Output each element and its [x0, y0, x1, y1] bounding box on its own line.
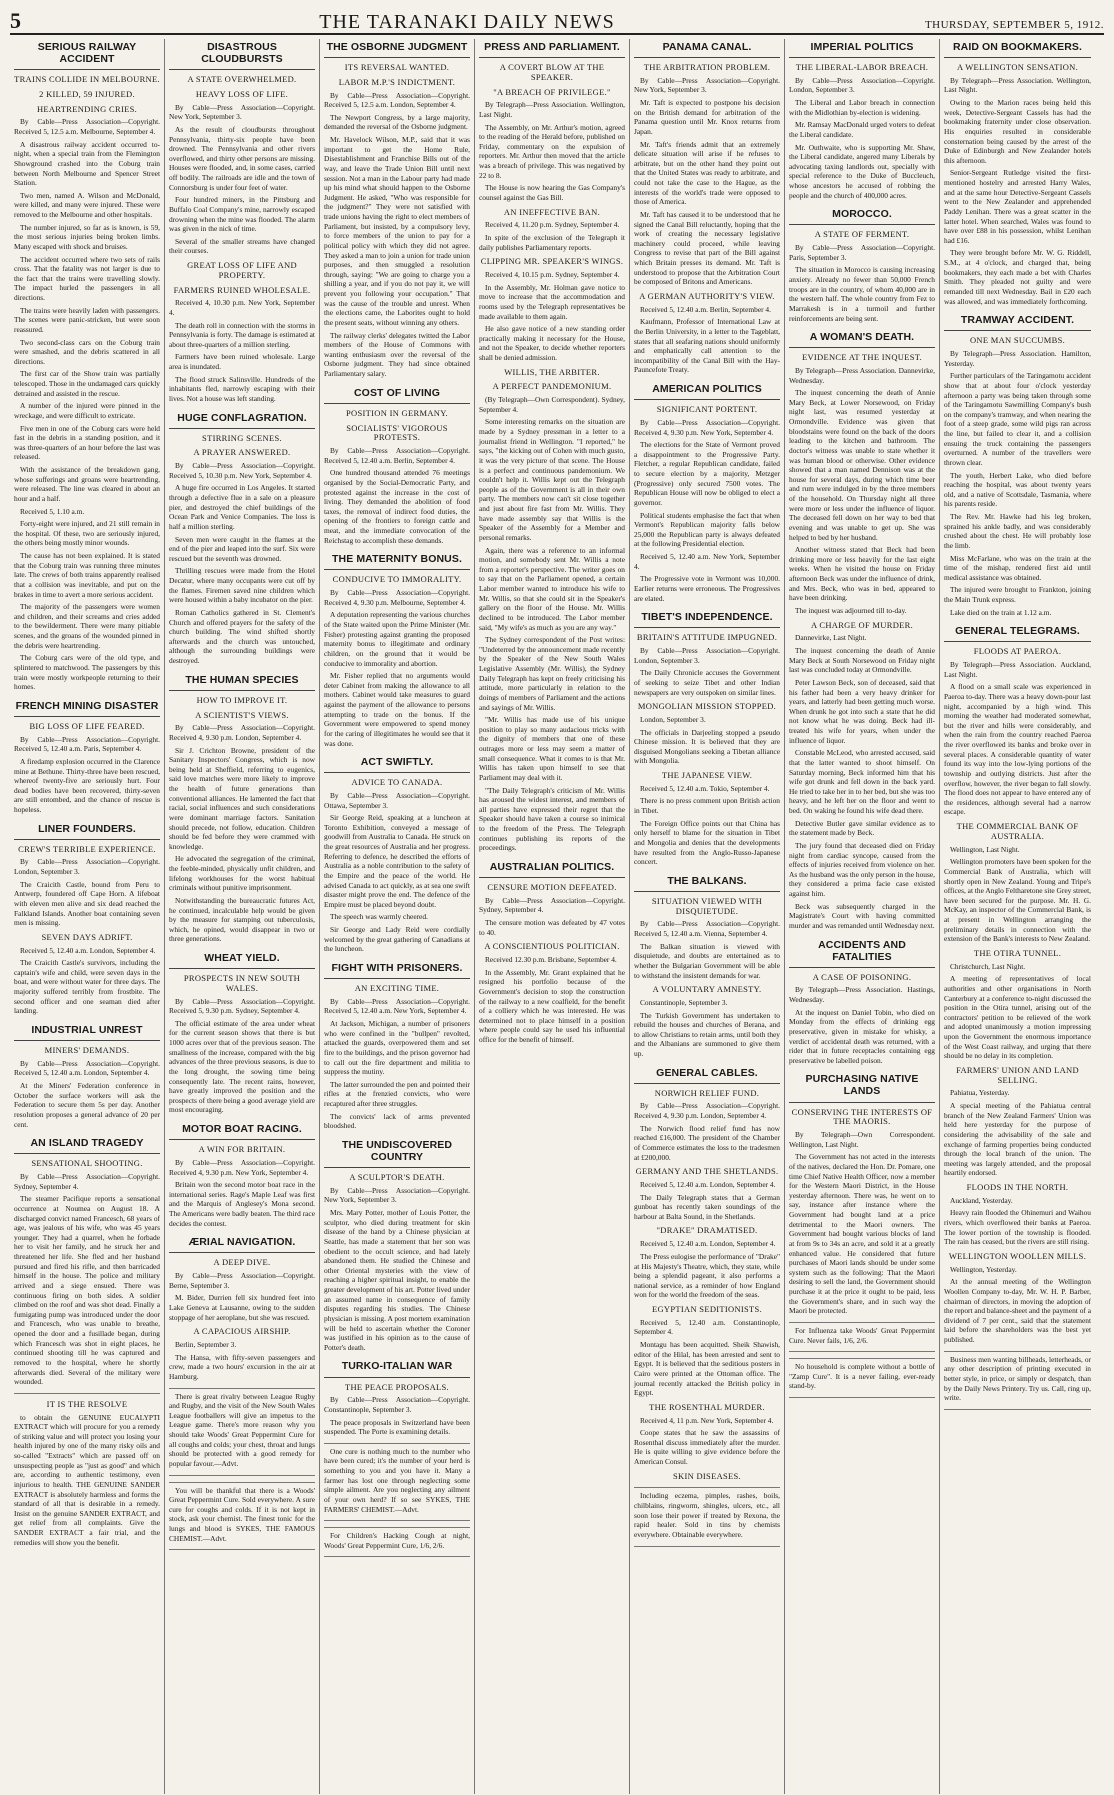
- article-paragraph: A special meeting of the Pahiatua central branch of the New Zealand Farmers' Union was held here yesterday for the purpose of considering the advisability of the sale and exchange of farming properties being conducted through the local branch of the union. The meeting was largely attended, and the proposal heartily endorsed.: [944, 1101, 1091, 1178]
- article-paragraph: A huge fire occurred in Los Angeles. It started through a defective flue in a sale on a pleasure pier, and destroyed the chief buildings of the Ocean Park and Venice Companies. The loss is half a million sterling.: [169, 483, 315, 531]
- article-paragraph: London, September 3.: [640, 714, 706, 724]
- article-subheading: GERMANY AND THE SHETLANDS.: [635, 1166, 779, 1177]
- article-paragraph: The Sydney correspondent of the Post writes: "Undeterred by the announcement made recently by the Speaker of the New South Wales Legislative Assembly (Mr. Willis), the Sydney Daily Telegraph has kept on freely criticising his attitude, more particularly in relation to the doings of members of Parliament and the actions and sayings of Mr. Willis.: [479, 635, 625, 712]
- article-paragraph: Owing to the Marion races being held this week, Detective-Sergeant Cassels has had the bookmaking fraternity under close observation. His enquiries resulted in considerable consternation being caused by the arrest of the Duke of Edinburgh and New Zealander hotels this afternoon.: [944, 98, 1091, 165]
- article-subheading: EVIDENCE AT THE INQUEST.: [801, 352, 923, 363]
- article-subheading: EGYPTIAN SEDITIONISTS.: [651, 1304, 762, 1314]
- article-subheading: CENSURE MOTION DEFEATED.: [487, 881, 617, 892]
- article-paragraph: By Cable—Press Association—Copyright. New York, September 3.: [169, 102, 315, 122]
- article-paragraph: By Cable—Press Association—Copyright. Received 5, 12.40 a.m. New York, September 4.: [324, 996, 470, 1016]
- article-paragraph: A flood on a small scale was experienced in Paeroa to-day. There was a heavy down-pour last night, accompanied by a high wind. This morning the weather had moderated somewhat, but the river and hills were considerably, and when the rain from the country reached Paeroa the river overflowed its banks and broke over in several places. A considerable quantity of water found its way into the low-lying portions of the township and outlying districts. Just after the overflow, however, the river began to fall slowly. The flood does not appear to have entered any of the residences, although several had a narrow escape.: [944, 682, 1091, 817]
- article-subheading: THE PEACE PROPOSALS.: [344, 1381, 449, 1392]
- article-paragraph: The Balkan situation is viewed with disquietude, and doubts are entertained as to whether the Bulgarian Government will be able to withstand the insistent demands for war.: [634, 941, 780, 980]
- article-paragraph: Christchurch, Last Night.: [950, 961, 1026, 971]
- article-paragraph: Sir J. Crichton Browne, president of the Sanitary Inspectors' Congress, which is now being held at Sheffield, referring to eugenics, said love matches were more likely to improve the health of future generations than conventional alliances. He lamented the fact that racial, social influences and such considerations were dominant marriage factors. Sanitation should precede, not follow, education. Children should be fed before they were crammed with knowledge.: [169, 745, 315, 851]
- article-paragraph: Received 5, 12.40 a.m. Constantinople, September 4.: [634, 1317, 780, 1337]
- article-paragraph: The Press eulogise the performance of "Drake" at His Majesty's Theatre, which, they state, while being a splendid pageant, it also performs a national service, as a reminder of how England won for the world the freedom of the seas.: [634, 1251, 780, 1300]
- article-paragraph: By Telegraph—Press Association. Dannevirke, Wednesday.: [789, 365, 935, 385]
- article-paragraph: Mr. Ramsay MacDonald urged voters to defeat the Liberal candidate.: [789, 120, 935, 139]
- article-paragraph: There is no press comment upon British action in Tibet.: [634, 796, 780, 816]
- advertisement-text: No household is complete without a bottle of "Zamp Cure". It is a never failing, ever-ready stand-by.: [789, 1362, 935, 1391]
- article-paragraph: The inquest was adjourned till to-day.: [795, 605, 907, 615]
- article-paragraph: Again, there was a reference to an informal motion, and somebody sent Mr. Willis a note from a reporter's perspective. The writer goes on to say that on the Parliament opened, a certain Labor member wanted to introduce his wife to Mr. Willis, so that she could sit in the Speaker's gallery on the floor of the House. Mr. Willis declined to be introduced. The Labor member said, "My wife's as much as you are any way.": [479, 545, 625, 632]
- article-paragraph: The trains were heavily laden with passengers. The scenes were panic-stricken, but were soon reassured.: [14, 305, 160, 334]
- article-subheading: CLIPPING MR. SPEAKER'S WINGS.: [480, 256, 624, 267]
- article-paragraph: Forty-eight were injured, and 21 still remain in the hospital. Of these, two are seriously injured, the others being mostly minor wounds.: [14, 519, 160, 548]
- article-paragraph: The Coburg cars were of the old type, and splintered to matchwood. The passengers by this train were mostly workpeople returning to their homes.: [14, 653, 160, 692]
- article-headline: SERIOUS RAILWAY ACCIDENT: [14, 41, 160, 70]
- article-subheading: A WELLINGTON SENSATION.: [956, 62, 1079, 73]
- advertisement: [634, 1487, 780, 1546]
- article-subheading: WILLIS, THE ARBITER.: [504, 366, 600, 377]
- article-headline: PANAMA CANAL.: [634, 41, 780, 58]
- article-subheading: A CAPACIOUS AIRSHIP.: [193, 1326, 291, 1337]
- advertisement-text: For Children's Hacking Cough at night, Woods' Great Peppermint Cure, 1/6, 2/6.: [324, 1531, 470, 1550]
- article-paragraph: Sir George Reid, speaking at a luncheon at Toronto Exhibition, conveyed a message of goodwill from Australia to Canada. He struck on the great resources of Australia and her progress. Referring to defence, he described the efforts of Australia as a noble contribution to the safety of the Empire and the peace of the world. He advised Canada to act quickly, as at sea one swift disaster might prove the end. The defence of the Empire must be placed beyond doubt.: [324, 813, 470, 909]
- article-paragraph: As the result of cloudbursts throughout Pennsylvania, thirty-six people have been drowned. The Pennsylvania and other rivers overflowed, and thirty other persons are missing. Houses were flooded, and, in some cases, carried off bodily. The railroads are idle and the town of Connorsburg is under four feet of water.: [169, 124, 315, 192]
- article-subheading: THE OTIRA TUNNEL.: [973, 947, 1062, 958]
- article-paragraph: Received 5, 12.40 a.m. Tokio, September 4.: [640, 783, 770, 793]
- article-paragraph: At the inquest on Daniel Tobin, who died on Monday from the effects of drinking egg preservative, given in mistake for whisky, a verdict of accidental death was returned, with a rider that in future receptacles containing egg preservative be labelled poison.: [789, 1007, 935, 1065]
- article-paragraph: By Telegraph—Press Association. Wellington, Last Night.: [479, 100, 625, 119]
- article-paragraph: "Mr. Willis has made use of his unique position to play so many audacious tricks with the dignity of members that one of these outrages more or less may seem a matter of small consequence. What it comes to is that Mr. Willis has taken upon himself to see that Parliament may deal with it.: [479, 715, 625, 782]
- article-paragraph: Received 5, 12.40 a.m. London, September 4.: [640, 1239, 776, 1249]
- article-subheading: A COVERT BLOW AT THE SPEAKER.: [499, 62, 605, 82]
- article-paragraph: The Daily Telegraph states that a German gunboat has recently taken soundings of the harbour at Balta Sound, in the Shetlands.: [634, 1192, 780, 1221]
- article-subheading: THE JAPANESE VIEW.: [661, 770, 753, 781]
- article-subheading: A CASE OF POISONING.: [812, 971, 912, 982]
- article-subheading: PROSPECTS IN NEW SOUTH WALES.: [183, 973, 301, 993]
- article-paragraph: Five men in one of the Coburg cars were held fast in the debris in a standing position, and it was three-quarters of an hour before the last was released.: [14, 423, 160, 462]
- article-subheading: ONE MAN SUCCUMBS.: [969, 335, 1066, 346]
- article-paragraph: By Cable—Press Association—Copyright. London, September 3.: [634, 646, 780, 665]
- article-paragraph: Received 4, 11.20 p.m. Sydney, September 4.: [485, 220, 620, 230]
- article-subheading: MONGOLIAN MISSION STOPPED.: [637, 701, 777, 712]
- article-subheading: A SCULPTOR'S DEATH.: [349, 1172, 445, 1183]
- article-headline: PURCHASING NATIVE LANDS: [789, 1073, 935, 1102]
- article-paragraph: Beck was subsequently charged in the Magistrate's Court with having committed murder and was remanded until Wednesday next.: [789, 901, 935, 930]
- article-paragraph: A number of the injured were pinned in the wreckage, and were difficult to extricate.: [14, 401, 160, 420]
- article-paragraph: Wellington, Last Night.: [950, 844, 1020, 854]
- article-headline: TRAMWAY ACCIDENT.: [944, 314, 1091, 331]
- article-headline: ACCIDENTS AND FATALITIES: [789, 939, 935, 968]
- article-paragraph: The Norwich flood relief fund has now reached £16,000. The president of the Chamber of Commerce estimates the loss to the tradesmen at £200,000.: [634, 1123, 780, 1162]
- article-subheading: GREAT LOSS OF LIFE AND PROPERTY.: [187, 260, 297, 280]
- article-paragraph: In the Assembly, Mr. Holman gave notice to move to increase that the accommodation and rooms used by the Telegraph representatives be made available to them again.: [479, 282, 625, 321]
- article-paragraph: By Cable—Press Association—Copyright. Received 4, 9.30 p.m. London, September 4.: [169, 723, 315, 742]
- article-headline: AMERICAN POLITICS: [634, 383, 780, 400]
- article-paragraph: Mr. Taft is expected to postpone his decision on the British demand for arbitration of the Panama question until Mr. Knox returns from Japan.: [634, 98, 780, 136]
- advertisement-text: One cure is nothing much to the number who have been cured; it's the number of your herd is something to you and you have it. Many a farmer has lost one through neglecting some simple ailment. Are you neglecting any ailment of your own herd? If so see SYKES, THE FARMERS' CHEMIST.—Advt.: [324, 1446, 470, 1514]
- article-paragraph: In spite of the exclusion of the Telegraph it daily publishes Parliamentary reports.: [479, 233, 625, 252]
- article-paragraph: At the Miners' Federation conference in October the surface workers will ask the Federation to secure them 5s per day. Another resolution proposes a general advance of 20 per cent.: [14, 1081, 160, 1129]
- article-paragraph: The majority of the passengers were women and children, and their screams and cries added to the bewilderment. There were many pitiable scenes, and the groans of the wounded pinned in the debris were heartrending.: [14, 602, 160, 650]
- article-subheading: A SCIENTIST'S VIEWS.: [195, 709, 289, 720]
- column-1: [10, 39, 165, 1794]
- article-paragraph: By Cable—Press Association—Copyright. Received 5, 12.40 a.m. Paris, September 4.: [14, 734, 160, 754]
- article-paragraph: Lake died on the train at 1.12 a.m.: [950, 607, 1052, 617]
- article-subheading: SKIN DISEASES.: [673, 1470, 741, 1481]
- article-subheading: SOCIALISTS' VIGOROUS PROTESTS.: [346, 422, 448, 443]
- article-subheading: TRAINS COLLIDE IN MELBOURNE.: [14, 74, 160, 85]
- article-paragraph: The Turkish Government has undertaken to rebuild the houses and churches of Berana, and to allow Christians to retain arms, until both they and the Albanians are summoned to give them up.: [634, 1010, 780, 1059]
- article-paragraph: The Craicith Castle's survivors, including the captain's wife and child, were seven days in the boat, and were without water for three days. The majority suffered terribly from frostbite. The second officer and one seaman died after landing.: [14, 958, 160, 1016]
- article-subheading: A VOLUNTARY AMNESTY.: [652, 984, 762, 995]
- article-paragraph: "The Daily Telegraph's criticism of Mr. Willis has aroused the widest interest, and members of all parties have expressed their regret that the Speaker should have taken a course so inimical to the freedom of the Press. The Telegraph continues publishing its reports of the proceedings.: [479, 785, 625, 853]
- article-paragraph: Miss McFarlane, who was on the train at the time of the mishap, rendered first aid until medical assistance was obtained.: [944, 553, 1091, 582]
- article-subheading: CREW'S TERRIBLE EXPERIENCE.: [18, 843, 156, 854]
- article-paragraph: The Rev. Mr. Hawke had his leg broken, sprained his ankle badly, and was considerably crushed about the chest. He will probably lose the limb.: [944, 512, 1091, 550]
- article-headline: GENERAL CABLES.: [634, 1067, 780, 1084]
- article-paragraph: The House is now hearing the Gas Company's counsel against the Gas Bill.: [479, 183, 625, 202]
- article-paragraph: He also gave notice of a new standing order practically making it necessary for the House, and not the Speaker, to decide whether reporters shall be denied admission.: [479, 324, 625, 363]
- article-headline: DISASTROUS CLOUDBURSTS: [169, 41, 315, 70]
- advertisement-text: You will be thankful that there is a Woods' Great Peppermint Cure. Sold everywhere. A sure cure for coughs and colds. If it is not kept in stock, ask your chemist. The finest tonic for the lungs and blood is SYKES, THE FAMOUS CHEMIST.—Advt.: [169, 1485, 315, 1543]
- article-subheading: FARMERS RUINED WHOLESALE.: [173, 284, 311, 295]
- article-subheading: A GERMAN AUTHORITY'S VIEW.: [639, 290, 775, 301]
- article-subheading: POSITION IN GERMANY.: [346, 407, 448, 418]
- article-paragraph: Mrs. Mary Potter, mother of Louis Potter, the sculptor, who died during treatment for skin disease of the hand by a Chinese physician at Seattle, has made a statement that her son was obedient to the occult science, and had lately abandoned them. He studied the Chinese and other Oriental mysteries with the view of reaching a higher spiritual insight, to enable the greater development of his art. Potter lived under an assumed name in consequence of family disputes regarding his studies. The Chinese physician is missing. A post mortem examination will be held to ascertain whether the Coroner was justified in his opinion as to the cause of Potter's death.: [324, 1208, 470, 1352]
- article-paragraph: By Cable—Press Association—Copyright. Received 5, 12.5 a.m. Melbourne, September 4.: [14, 117, 160, 137]
- article-paragraph: The Liberal and Labor breach in connection with the Midlothian by-election is widening.: [789, 98, 935, 117]
- article-subheading: SEVEN DAYS ADRIFT.: [41, 931, 133, 942]
- article-subheading: ADVICE TO CANADA.: [351, 777, 443, 788]
- article-paragraph: By Cable—Press Association—Copyright. Received 5, 12.40 a.m. Vienna, September 4.: [634, 919, 780, 938]
- article-paragraph: Berlin, September 3.: [175, 1340, 237, 1350]
- article-paragraph: A deputation representing the various churches of the State waited upon the Prime Minister (Mr. Fisher) protesting against granting the proposed maternity bonus to illegitimate and ordinary children, on the ground that it would be conducive to immorality and abortion.: [324, 610, 470, 668]
- article-headline: INDUSTRIAL UNREST: [14, 1024, 160, 1041]
- article-headline: GENERAL TELEGRAMS.: [944, 625, 1091, 642]
- article-headline: IMPERIAL POLITICS: [789, 41, 935, 58]
- article-subheading: THE ARBITRATION PROBLEM.: [643, 62, 771, 73]
- article-paragraph: By Cable—Press Association—Copyright. Received 4, 9.30 p.m. London, September 4.: [634, 1101, 780, 1121]
- article-paragraph: A disastrous railway accident occurred to-night, when a special train from the Flemington Showground crashed into the Coburg train between North Melbourne and Spencer Street Station.: [14, 139, 160, 188]
- article-paragraph: Several of the smaller streams have changed their courses.: [169, 236, 315, 256]
- article-subheading: BIG LOSS OF LIFE FEARED.: [29, 720, 145, 731]
- article-subheading: THE ROSENTHAL MURDER.: [649, 1401, 765, 1412]
- article-paragraph: Two men, named A. Wilson and McDonald, were killed, and many were injured. These were removed to the Melbourne and other hospitals.: [14, 190, 160, 220]
- article-paragraph: The peace proposals in Switzerland have been suspended. The Porte is examining details.: [324, 1417, 470, 1437]
- article-subheading: NORWICH RELIEF FUND.: [654, 1087, 760, 1098]
- article-paragraph: Detective Butler gave similar evidence as to the statement made by Beck.: [789, 818, 935, 838]
- article-paragraph: The Daily Chronicle accuses the Government of seeking to seize Tibet and other Indian newspapers are very outspoken on similar lines.: [634, 668, 780, 697]
- article-paragraph: Constable McLeod, who arrested accused, said that the latter wanted to shoot himself. On Saturday morning, Beck informed him that his wife got drunk and fell down in the back yard. He tried to take her in to her bed, but she was too heavy, and he left her on the floor and went to bed. On waking he found his wife dead there.: [789, 748, 935, 815]
- article-paragraph: The first car of the Show train was partially telescoped. Those in the undamaged cars quickly detrained and assisted in the rescue.: [14, 369, 160, 398]
- article-subheading: BRITAIN'S ATTITUDE IMPUGNED.: [636, 632, 778, 643]
- paper-title: THE TARANAKI DAILY NEWS: [319, 11, 615, 33]
- article-headline: TURKO-ITALIAN WAR: [324, 1360, 470, 1377]
- article-paragraph: By Cable—Press Association—Copyright. Received 4, 9.30 p.m. Melbourne, September 4.: [324, 588, 470, 607]
- article-subheading: "A BREACH OF PRIVILEGE.": [493, 86, 611, 97]
- article-paragraph: By Cable—Press Association—Copyright. Received 5, 10.30 p.m. New York, September 4.: [169, 461, 315, 480]
- article-subheading: A CHARGE OF MURDER.: [810, 619, 914, 630]
- article-paragraph: The latter surrounded the pen and pointed their rifles at the frenzied convicts, who were recaptured after three struggles.: [324, 1079, 470, 1109]
- article-paragraph: Sir George and Lady Reid were cordially welcomed by the great gathering of Canadians at the luncheon.: [324, 925, 470, 954]
- advertisement: [324, 1527, 470, 1557]
- advertisement-text: Business men wanting billheads, letterheads, or any other description of printing executed in better style, in price, or simply or despatch, than by the Daily News Printery. Try us. Call, ring up, write.: [944, 1354, 1091, 1403]
- article-paragraph: By Cable—Press Association—Copyright. Berne, September 3.: [169, 1271, 315, 1290]
- article-paragraph: The Government has not acted in the interests of the natives, declared the Hon. Dr. Pomare, one time Chief Native Health Officer, now a member for the Western Maori District, in the House yesterday afternoon. There was, he went on to say, instance after instance where the Government had bought land at a price detrimental to the Maori owners. The Government had bought various blocks of land at from 9s to 34s an acre, and sold it at a greatly enhanced value. He considered that future purchases of Maori lands should be under some system such as the following: That the Maori desiring to sell the land, the Government should purchase it at the price it ought to be paid, less the Government's share, and in such way the Maori be protected.: [789, 1152, 935, 1316]
- article-paragraph: Further particulars of the Taringamotu accident show that at about four o'clock yesterday afternoon a party was being taken through some of the Taringamotu Sawmilling Company's bush on the company's tramway, and when nearing the foot of a steep grade, some wild pigs ran across the line, but failed to clear it, and a collision ensuing the truck containing the passengers overturned. A number of the travellers were thrown clear.: [944, 371, 1091, 467]
- column-5: [630, 39, 785, 1794]
- article-paragraph: Received 5, 12.40 a.m. London, September 4.: [640, 1179, 776, 1189]
- article-paragraph: Thrilling rescues were made from the Hotel Decatur, where many occupants were cut off by the flames. Firemen saved nine children which were housed within a baby incubator on the pier.: [169, 566, 315, 605]
- article-headline: AUSTRALIAN POLITICS.: [479, 861, 625, 878]
- article-headline: THE OSBORNE JUDGMENT: [324, 41, 470, 58]
- article-subheading: CONDUCIVE TO IMMORALITY.: [332, 574, 462, 585]
- article-subheading: FARMERS' UNION AND LAND SELLING.: [956, 1064, 1079, 1085]
- advertisement: [789, 1358, 935, 1398]
- article-paragraph: By Cable—Press Association—Copyright. Received 5, 9.30 p.m. Sydney, September 4.: [169, 996, 315, 1016]
- article-paragraph: The inquest concerning the death of Annie Mary Beck at South Norsewood on Friday night last was concluded today at Ormondville.: [789, 646, 935, 675]
- article-paragraph: Constantinople, September 3.: [640, 997, 728, 1007]
- article-paragraph: By Telegraph—Press Association. Auckland, Last Night.: [944, 660, 1091, 679]
- article-subheading: A PRAYER ANSWERED.: [193, 447, 291, 458]
- article-paragraph: One hundred thousand attended 76 meetings organised by the Social-Democratic Party, and protested against the increase in the cost of living. They demanded the abolition of food taxes, the removal of indirect food duties, the opening of the frontiers to foreign cattle and meat, and the immediate convocation of the Reichstag to accomplish these demands.: [324, 468, 470, 545]
- article-paragraph: Auckland, Yesterday.: [950, 1195, 1013, 1205]
- article-paragraph: The official estimate of the area under wheat for the current season shows that there is but 1000 acres over that of the previous season. The smallness of the increase, compared with the big advances of the three previous seasons, is due to the long drought, the sowing time being consequently late. The recent rains, however, have greatly improved the position and the prospects of there being a good average yield are most encouraging.: [169, 1018, 315, 1115]
- article-paragraph: By Telegraph—Own Correspondent. Wellington, Last Night.: [789, 1130, 935, 1149]
- article-subheading: AN INEFFECTIVE BAN.: [503, 206, 601, 217]
- article-subheading: A PERFECT PANDEMONIUM.: [492, 381, 612, 392]
- article-paragraph: Notwithstanding the bureaucratic futures Act, he continued, incalculable help would be given by the measure for stamping out tuberculosis, which, he opined, would disappear in two or three generations.: [169, 895, 315, 944]
- article-paragraph: The Assembly, on Mr. Arthur's motion, agreed to the reading of the Herald before, published on Friday, commentary on the expulsion of reporters. Mr. Arthur then moved that the article was a breach of privilege. This was negatived by 22 to 8.: [479, 122, 625, 180]
- article-paragraph: Received 4, 11 p.m. New York, September 4.: [640, 1415, 774, 1425]
- issue-date: THURSDAY, SEPTEMBER 5, 1912.: [924, 19, 1104, 31]
- article-paragraph: Received 5, 1.10 a.m.: [20, 506, 85, 516]
- article-paragraph: The elections for the State of Vermont proved a disappointment to the Progressive Party. Fletcher, a regular Republican candidate, failed to secure election by a majority, Metzger (Progressive) only secured 7500 votes. The Republican House will now be obliged to elect a governor.: [634, 440, 780, 507]
- article-paragraph: The railway clerks' delegates twitted the Labor members of the House of Commons with wanting enthusiasm over the reversal of the Osborne judgment. They had since obtained Parliamentary salary.: [324, 330, 470, 379]
- column-7: [940, 39, 1095, 1794]
- article-paragraph: Coope states that he saw the assassins of Rosenthal discuss immediately after the murder. He is quite willing to give evidence before the American Consul.: [634, 1428, 780, 1467]
- column-6: [785, 39, 940, 1794]
- article-headline: THE BALKANS.: [634, 875, 780, 892]
- article-paragraph: Received 5, 12.40 a.m. London, September 4.: [20, 945, 156, 955]
- article-subheading: THE LIBERAL-LABOR BREACH.: [795, 62, 929, 73]
- article-headline: ÆRIAL NAVIGATION.: [169, 1236, 315, 1253]
- article-paragraph: By Cable—Press Association—Copyright. Constantinople, September 3.: [324, 1395, 470, 1414]
- article-subheading: LABOR M.P.'S INDICTMENT.: [338, 76, 456, 87]
- article-paragraph: Wellington promoters have been spoken for the Commercial Bank of Australia, which will shortly open in New Zealand. Young and Tripe's offices, at the Anglo Feltharetone site Grey street, have been secured for the purpose. Mr. H. G. McKay, an inspector of the Commercial Bank, is at present in Wellington arranging the preliminary details in connection with the extension of the Bank's interests to New Zealand.: [944, 857, 1092, 944]
- article-headline: LINER FOUNDERS.: [14, 823, 160, 840]
- article-paragraph: The steamer Pacifique reports a sensational occurrence at Noumea on August 18. A discharged convict named Francesch, 68 years of age, was jealous of his wife, who was 45 years younger. They had a quarrel, when he forbade her to visit her family, and he struck her and threatened her life. She fled and her husband pursued and fired his rifle, and then barricaded himself in the house. The police and military arrived and a siege ensued. There was continuous firing on both sides. A soldier climbed on the roof and was shot dead. Finally a fumigating pump was introduced under the door and Francesch, who was unable to breathe, opened the door and a fusillade began, during which Francesch was shot in eight places, he continued shooting till he was captured and removed to the hospital, where he shortly afterwards died. Several of the military were wounded.: [14, 1194, 160, 1387]
- article-paragraph: Seven men were caught in the flames at the end of the pier and leaped into the surf. Six were rescued but the seventh was drowned.: [169, 534, 315, 563]
- advertisement-text: For Influenza take Woods' Great Peppermint Cure. Never fails, 1/6, 2/6.: [789, 1325, 935, 1345]
- article-headline: AN ISLAND TRAGEDY: [14, 1137, 160, 1154]
- article-paragraph: (By Telegraph—Own Correspondent). Sydney, September 4.: [479, 395, 625, 414]
- article-headline: ACT SWIFTLY.: [324, 756, 470, 773]
- article-paragraph: Mr. Taft has caused it to be understood that he signed the Canal Bill reluctantly, hoping that the work of creating the necessary legislative machinery could proceed, while leaving Congress to revise that part of the Bill against which Britain presses its demand. Mr. Taft is understood to propose that the Arbitration Court be composed of Britons and Americans.: [634, 209, 780, 287]
- article-paragraph: Two second-class cars on the Coburg train were smashed, and the debris scattered in all directions.: [14, 337, 160, 366]
- article-paragraph: The situation in Morocco is causing increasing anxiety. Already no fewer than 50,000 French troops are in the country, of whom 40,000 are in the western half. The whole country from Fez to Marrakesh is in a turmoil and further reinforcements are being sent.: [789, 265, 935, 323]
- advertisement: [944, 1351, 1091, 1410]
- article-paragraph: In the Assembly, Mr. Grant explained that he resigned his portfolio because of the Government's decision to stop the construction of the railway to a new coalfield, for the benefit of a colliery which he was interested. He was determined not to place himself in a position where people could say he used his influential office for the benefit of himself.: [479, 967, 625, 1045]
- article-paragraph: By Cable—Press Association—Copyright. London, September 3.: [14, 857, 160, 877]
- article-subheading: 2 KILLED, 59 INJURED.: [39, 88, 135, 99]
- article-paragraph: Montagu has been acquitted. Sheik Shawish, editor of the Hilal, has been arrested and sent to Egypt. It is believed that the seditious posters in Cairo were printed at the Ottoman office. The journal recently attacked the British policy in Egypt.: [634, 1340, 780, 1398]
- article-paragraph: By Cable—Press Association—Copyright. Received 4, 9.30 p.m. New York, September 4.: [634, 417, 780, 437]
- article-paragraph: At the annual meeting of the Wellington Woollen Company to-day, Mr. W. H. P. Barber, chairman of directors, in moving the adoption of the report and balance-sheet and the payment of a dividend of 7 per cent., said that the statement laid before the shareholders was the best yet published.: [944, 1277, 1091, 1345]
- article-headline: FIGHT WITH PRISONERS.: [324, 962, 470, 979]
- article-paragraph: Farmers have been ruined wholesale. Large area is inundated.: [169, 352, 315, 372]
- article-subheading: CONSERVING THE INTERESTS OF THE MAORIS.: [791, 1106, 933, 1127]
- article-paragraph: The jury found that deceased died on Friday night from cardiac syncope, caused from the effects of injuries received from violence on her. As the husband was the only person in the house, they considered a prima facie case existed against him.: [789, 840, 935, 898]
- article-subheading: A WIN FOR BRITAIN.: [198, 1144, 286, 1155]
- masthead: [10, 8, 1104, 35]
- advertisement: [169, 1388, 315, 1476]
- article-paragraph: The officials in Darjeeling stopped a pseudo Chinese mission. It is believed that they are disguised Mongolians seeking a Tibetan alliance with Mongolia.: [634, 727, 780, 766]
- article-paragraph: By Cable—Press Association—Copyright. Received 5, 12.5 a.m. London, September 4.: [324, 90, 470, 110]
- article-subheading: THE COMMERCIAL BANK OF AUSTRALIA.: [956, 821, 1079, 841]
- article-paragraph: Senior-Sergeant Rutledge visited the first-mentioned hostelry and arrested Harry Wales, and at the same hour Detective-Sergeant Cassels went to the New Zealander and apprehended Paddy Lenihan. There was a great scatter in the latter hotel. When searched, Wales was found to have over £88 in his possession, whilst Lenihan had £16.: [944, 168, 1091, 245]
- article-paragraph: By Cable—Press Association—Copyright. New York, September 3.: [324, 1185, 470, 1205]
- column-3: [320, 39, 475, 1794]
- article-headline: COST OF LIVING: [324, 387, 470, 404]
- article-subheading: FLOODS IN THE NORTH.: [966, 1182, 1069, 1193]
- article-paragraph: The flood struck Salinsville. Hundreds of the inhabitants fled, narrowly escaping with their lives. Not a house was left standing.: [169, 374, 315, 403]
- article-paragraph: Kaufmann, Professor of International Law at the Berlin University, in a letter to the Tageblatt, states that all seafaring nations should uniformly and emphatically call attention to the incompatibility of the Canal Bill with the Hay-Pauncefote Treaty.: [634, 317, 780, 375]
- article-paragraph: Peter Lawson Beck, son of deceased, said that his father had been a very heavy drinker for years, and latterly had been getting much worse. When drunk he got into such a state that he did not know what he was doing. Beck had ill-treated his wife for years, when under the influence of liquor.: [789, 677, 935, 745]
- advertisement-text: Including eczema, pimples, rashes, boils, chilblains, ringworm, shingles, ulcers, etc., all soon lose their power if treated by Rexona, the rapid healer. Sold in tins by chemists everywhere. Obtainable everywhere.: [634, 1491, 780, 1539]
- article-paragraph: By Cable—Press Association—Copyright. Sydney, September 4.: [479, 895, 625, 915]
- article-paragraph: Some interesting remarks on the situation are made by a Sydney pressman in a letter to a journalist friend in Wellington. "I reported," he says, "the kicking out of Cohen with much gusto, it was the very picture of that scene. The House is a perfect and continuous pandemonium. We couldn't help it. Willis kept out the Telegraph people as of the Government is all in their own party. The members now can't sit close together and just about fire fast from Mr. Willis. They have made assembly say that Willis is the Speaker of the Assembly for a Member and personal remarks.: [479, 417, 625, 542]
- article-paragraph: By Cable—Press Association—Copyright. Received 5, 12.40 a.m. London, September 4.: [14, 1058, 160, 1078]
- article-paragraph: The Newport Congress, by a large majority, demanded the reversal of the Osborne judgment.: [324, 112, 470, 132]
- article-paragraph: Received 4, 10.30 p.m. New York, September 4.: [169, 298, 315, 317]
- article-subheading: A DEEP DIVE.: [213, 1257, 271, 1268]
- article-paragraph: The injured were brought to Frankton, joining the Main Trunk express.: [944, 585, 1091, 605]
- article-headline: THE MATERNITY BONUS.: [324, 553, 470, 570]
- article-subheading: STIRRING SCENES.: [202, 432, 282, 443]
- article-paragraph: A firedamp explosion occurred in the Clarence mine at Bethune. Thirty-three have been rescued, whereof twenty-five are seriously hurt. Four dead bodies have been recovered, thirty-seven are still entombed, and the chance of rescue is hopeless.: [14, 756, 160, 814]
- article-paragraph: He advocated the segregation of the criminal, the feeble-minded, physically unfit children, and lifelong workhouses for the worst habitual criminals without punitive imprisonment.: [169, 854, 315, 893]
- article-headline: MOROCCO.: [789, 208, 935, 225]
- article-subheading: WELLINGTON WOOLLEN MILLS.: [948, 1250, 1087, 1261]
- article-paragraph: The death roll in connection with the storms in Pennsylvania is forty. The damage is estimated at about three-quarters of a million sterling.: [169, 320, 315, 349]
- article-subheading: SENSATIONAL SHOOTING.: [31, 1158, 143, 1169]
- article-paragraph: With the assistance of the breakdown gang, whose sufferings and groans were heartrending, were released. The line was cleared in about an hour and a half.: [14, 465, 160, 503]
- article-paragraph: By Telegraph—Press Association. Wellington, Last Night.: [944, 75, 1091, 95]
- article-paragraph: The number injured, so far as is known, is 59, the most serious injuries being broken limbs. Many escaped with shock and bruises.: [14, 222, 160, 251]
- article-paragraph: The Hansa, with fifty-seven passengers and crew, made a two hours' excursion in the air at Hamburg.: [169, 1352, 315, 1381]
- article-paragraph: Wellington, Yesterday.: [950, 1264, 1017, 1274]
- article-subheading: FLOODS AT PAEROA.: [973, 646, 1062, 657]
- article-paragraph: Heavy rain flooded the Ohinemuri and Waihou rivers, which overflowed their banks at Paeroa. The lower portion of the township is flooded. The rain has ceased, but the rivers are still rising.: [944, 1208, 1091, 1247]
- article-paragraph: M. Bider, Durrien fell six hundred feet into Lake Geneva at Lausanne, owing to the sudden stoppage of her aeroplane, but she was rescued.: [169, 1293, 315, 1322]
- article-paragraph: Political students emphasise the fact that when Vermont's Republican majority falls below 25,000 the Republican party is always defeated at the following Presidential election.: [634, 510, 780, 549]
- article-paragraph: By Cable—Press Association—Copyright. New York, September 3.: [634, 75, 780, 95]
- column-4: [475, 39, 630, 1794]
- article-subheading: A CONSCIENTIOUS POLITICIAN.: [484, 941, 620, 952]
- article-paragraph: By Cable—Press Association—Copyright. Paris, September 3.: [789, 243, 935, 262]
- article-paragraph: They were brought before Mr. W. G. Riddell, S.M., at 4 o'clock, and charged that, being bookmakers, they each made a bet with Charles Smith. They pleaded not guilty and were remanded till next Wednesday. Bail in £20 each was allowed, and was immediately forthcoming.: [944, 248, 1091, 306]
- article-paragraph: By Cable—Press Association—Copyright. Received 5, 12.40 a.m. Berlin, September 4.: [324, 446, 470, 465]
- article-subheading: HEAVY LOSS OF LIFE.: [195, 88, 289, 99]
- article-paragraph: Another witness stated that Beck had been drinking more or less heavily for the last eight weeks. When he visited the house on Friday afternoon Beck was under the influence of drink, and Mrs. Beck, who was in bed, appeared to have been drinking.: [789, 545, 935, 603]
- article-paragraph: Mr. Outhwaite, who is supporting Mr. Shaw, the Liberal candidate, angered many Liberals by advocating taxing landlords out, specially with special reference to the Duke of Buccleuch, whose ancestors he accused of robbing the people and the church of 400,000 acres.: [789, 142, 935, 200]
- advertisement: [324, 1443, 470, 1521]
- article-paragraph: Britain won the second motor boat race in the international series. Rage's Maple Leaf was first and the Marquis of Anglesey's Mona second. The Americans were badly beaten. The third race decides the contest.: [169, 1180, 315, 1228]
- article-headline: WHEAT YIELD.: [169, 952, 315, 969]
- article-headline: A WOMAN'S DEATH.: [789, 331, 935, 348]
- article-subheading: A STATE OVERWHELMED.: [187, 74, 297, 85]
- article-paragraph: Mr. Fisher replied that no arguments would deter Cabinet from making the allowance to all mothers. Cabinet would take measures to guard against the payment of the allowance to persons attempting to trade on the bonus. If the Government were empowered to spend money for the caring of illegitimates he would see that it was done.: [324, 671, 470, 748]
- page-number: 5: [10, 8, 21, 33]
- article-paragraph: Received 5, 12.40 a.m. New York, September 4.: [634, 552, 780, 571]
- article-subheading: AN EXCITING TIME.: [354, 983, 440, 994]
- article-paragraph: At Jackson, Michigan, a number of prisoners who were confined in the "bullpen" revolted, attacked the guards, overpowered them and set fire to the buildings, and the prison governor had to call out the fire department and militia to suppress the mutiny.: [324, 1019, 470, 1077]
- article-paragraph: The Foreign Office points out that China has only herself to blame for the situation in Tibet and Mongolia and denies that the developments have resulted from the Anglo-Russo-Japanese concert.: [634, 818, 780, 867]
- article-paragraph: Received 4, 10.15 p.m. Sydney, September 4.: [485, 270, 620, 280]
- article-subheading: IT IS THE RESOLVE: [46, 1398, 128, 1409]
- article-paragraph: Mr. Taft's friends admit that an extremely delicate situation will arise if he refuses to arbitrate, but on the other hand they point out that the United States was ready to arbitrate, and could not take the case to the Hague, as the interests of the world's trade were opposed to those of America.: [634, 139, 780, 207]
- article-subheading: A STATE OF FERMENT.: [814, 229, 910, 240]
- article-headline: RAID ON BOOKMAKERS.: [944, 41, 1091, 58]
- article-paragraph: The Progressive vote in Vermont was 10,000. Earlier returns were erroneous. The Progressives are elated.: [634, 574, 780, 603]
- article-paragraph: The youth, Herbert Lake, who died before reaching the hospital, was about twenty years old, and a native of Scottsdale, Tasmania, where his parents reside.: [944, 470, 1091, 509]
- article-headline: FRENCH MINING DISASTER: [14, 700, 160, 717]
- article-paragraph: Received 5, 12.40 a.m. Berlin, September 4.: [640, 304, 771, 314]
- article-headline: MOTOR BOAT RACING.: [169, 1123, 315, 1140]
- article-headline: THE HUMAN SPECIES: [169, 674, 315, 691]
- divider: [14, 1393, 160, 1394]
- article-paragraph: Roman Catholics gathered in St. Clement's Church and offered prayers for the safety of the church building. The wind shifted shortly afterwards and the church was untouched, although the surrounding buildings were destroyed.: [169, 607, 315, 666]
- article-headline: TIBET'S INDEPENDENCE.: [634, 611, 780, 628]
- article-subheading: "DRAKE" DRAMATISED.: [656, 1225, 758, 1236]
- article-paragraph: By Cable—Press Association—Copyright. Received 4, 9.30 p.m. New York, September 4.: [169, 1157, 315, 1177]
- column-2: [165, 39, 320, 1794]
- article-paragraph: The speech was warmly cheered.: [330, 912, 428, 922]
- advertisement: [169, 1482, 315, 1551]
- article-headline: HUGE CONFLAGRATION.: [169, 412, 315, 429]
- article-paragraph: Four hundred miners, in the Pittsburg and Buffalo Coal Company's mine, narrowly escaped drowning when the mine was flooded. The alarm was given in the nick of time.: [169, 195, 315, 234]
- advertisement: [789, 1322, 935, 1352]
- article-paragraph: By Cable—Press Association—Copyright. Ottawa, September 3.: [324, 790, 470, 810]
- article-paragraph: By Telegraph—Press Association. Hastings, Wednesday.: [789, 985, 935, 1005]
- columns-container: [10, 39, 1104, 1794]
- article-subheading: ITS REVERSAL WANTED.: [344, 62, 450, 73]
- article-paragraph: Pahiatua, Yesterday.: [950, 1088, 1010, 1098]
- article-paragraph: The Craicith Castle, bound from Peru to Antwerp, foundered off Cape Horn. A lifeboat with eleven men alive and six dead reached the Falkland Islands. Another boat containing seven men is missing.: [14, 879, 160, 928]
- article-subheading: HEARTRENDING CRIES.: [36, 103, 138, 114]
- advertisement-text: There is great rivalry between League Rugby and Rugby, and the visit of the New South Wales League footballers will give an impetus to the League game. There's more reason why you should take Woods' Great Peppermint Cure for all coughs and colds; your chest, throat and lungs should be protected with a good remedy for popular favour.—Advt.: [169, 1391, 315, 1468]
- article-subheading: MINERS' DEMANDS.: [44, 1045, 130, 1056]
- article-paragraph: By Cable—Press Association—Copyright. London, September 3.: [789, 75, 935, 95]
- article-paragraph: Dannevirke, Last Night.: [795, 633, 867, 643]
- article-subheading: HOW TO IMPROVE IT.: [196, 694, 288, 705]
- article-paragraph: The convicts' lack of arms prevented bloodshed.: [324, 1111, 470, 1131]
- article-paragraph: to obtain the GENUINE EUCALYPTI EXTRACT which will procure for you a remedy of striking value and will protect you losing your health injured by one of the many risky oils and so-called "Extracts" which are passed off on unsuspecting people as "just as good" and which are, according to authentic testimony, even injurious to health. THE GENUINE SANDER EXTRACT is absolutely harmless and forms the standard of all that is desirable in a remedy. Insist on the genuine SANDER EXTRACT, and get relief from all complaints. Give the SANDER EXTRACT a fair trial, and the remedies will show you the benefit.: [14, 1412, 160, 1547]
- article-paragraph: Mr. Havelock Wilson, M.P., said that it was important to get the Home Rule, Disestablishment and Franchise Bills out of the way, and leave the Trade Union Bill until next session. Not a man in the Labour party had made up his mind what should happen to the Osborne Judgment. He asked, "Who was responsible for the judgment?" They were not satisfied with trade unions having the right to elect members of Parliament, but insisted, by a compulsory levy, to force members of the union to pay for a political policy with which they did not agree. They asked a man to join a union for trade union purposes, and then smuggled a resolution through, saying: "We are going to charge you a shilling a year, and if you do not pay it, we will prevent you following your occupation." That was the cause of the trouble and unrest. When the elections came, the Laborites ought to hold the present seats, without winning any others.: [324, 135, 470, 327]
- article-paragraph: The accident occurred where two sets of rails cross. That the fatality was not larger is due to the fact that the trains were travelling slowly. The impact hurled the passengers in all directions.: [14, 254, 160, 303]
- article-paragraph: The inquest concerning the death of Annie Mary Beck, at Lower Norsewood, on Friday night last, was resumed yesterday at Ormondville. Evidence was given that bloodstains were found on the back of the doors leading to the kitchen and bathroom. The doctor's witness was unable to state whether it was human blood or otherwise. Other evidence showed that a man named Dennison was at the house for several days, during which time beer and rum were indulged in by the three members of the household. On Thursday night all three were more or less under the influence of liquor. The deceased fell down on her way to bed that evening and was unable to get up. She was helped to bed by her husband.: [789, 388, 935, 542]
- article-paragraph: By Cable—Press Association—Copyright. Sydney, September 4.: [14, 1172, 160, 1191]
- article-subheading: SIGNIFICANT PORTENT.: [656, 404, 758, 415]
- article-paragraph: The censure motion was defeated by 47 votes to 40.: [479, 918, 625, 937]
- article-headline: PRESS AND PARLIAMENT.: [479, 41, 625, 58]
- article-headline: THE UNDISCOVERED COUNTRY: [324, 1139, 470, 1168]
- article-paragraph: The cause has not been explained. It is stated that the Coburg train was running three minutes late. The crews of both trains apparently realised that a collision was inevitable, and put on the brakes in time to avert a more serious accident.: [14, 551, 160, 599]
- article-paragraph: Received 12.30 p.m. Brisbane, September 4.: [485, 955, 617, 965]
- article-paragraph: A meeting of representatives of local authorities and other organisations in North Canterbury at a conference to-night discussed the position in the Otira tunnel, arising out of the contractors' petition to be relieved of the work and adopted unanimously a motion impressing upon the Government the enormous importance of the West Coast railway, and urging that there should be no delay in its completion.: [944, 974, 1091, 1061]
- article-paragraph: By Telegraph—Press Association. Hamilton, Yesterday.: [944, 349, 1091, 368]
- article-subheading: SITUATION VIEWED WITH DISQUIETUDE.: [651, 895, 763, 916]
